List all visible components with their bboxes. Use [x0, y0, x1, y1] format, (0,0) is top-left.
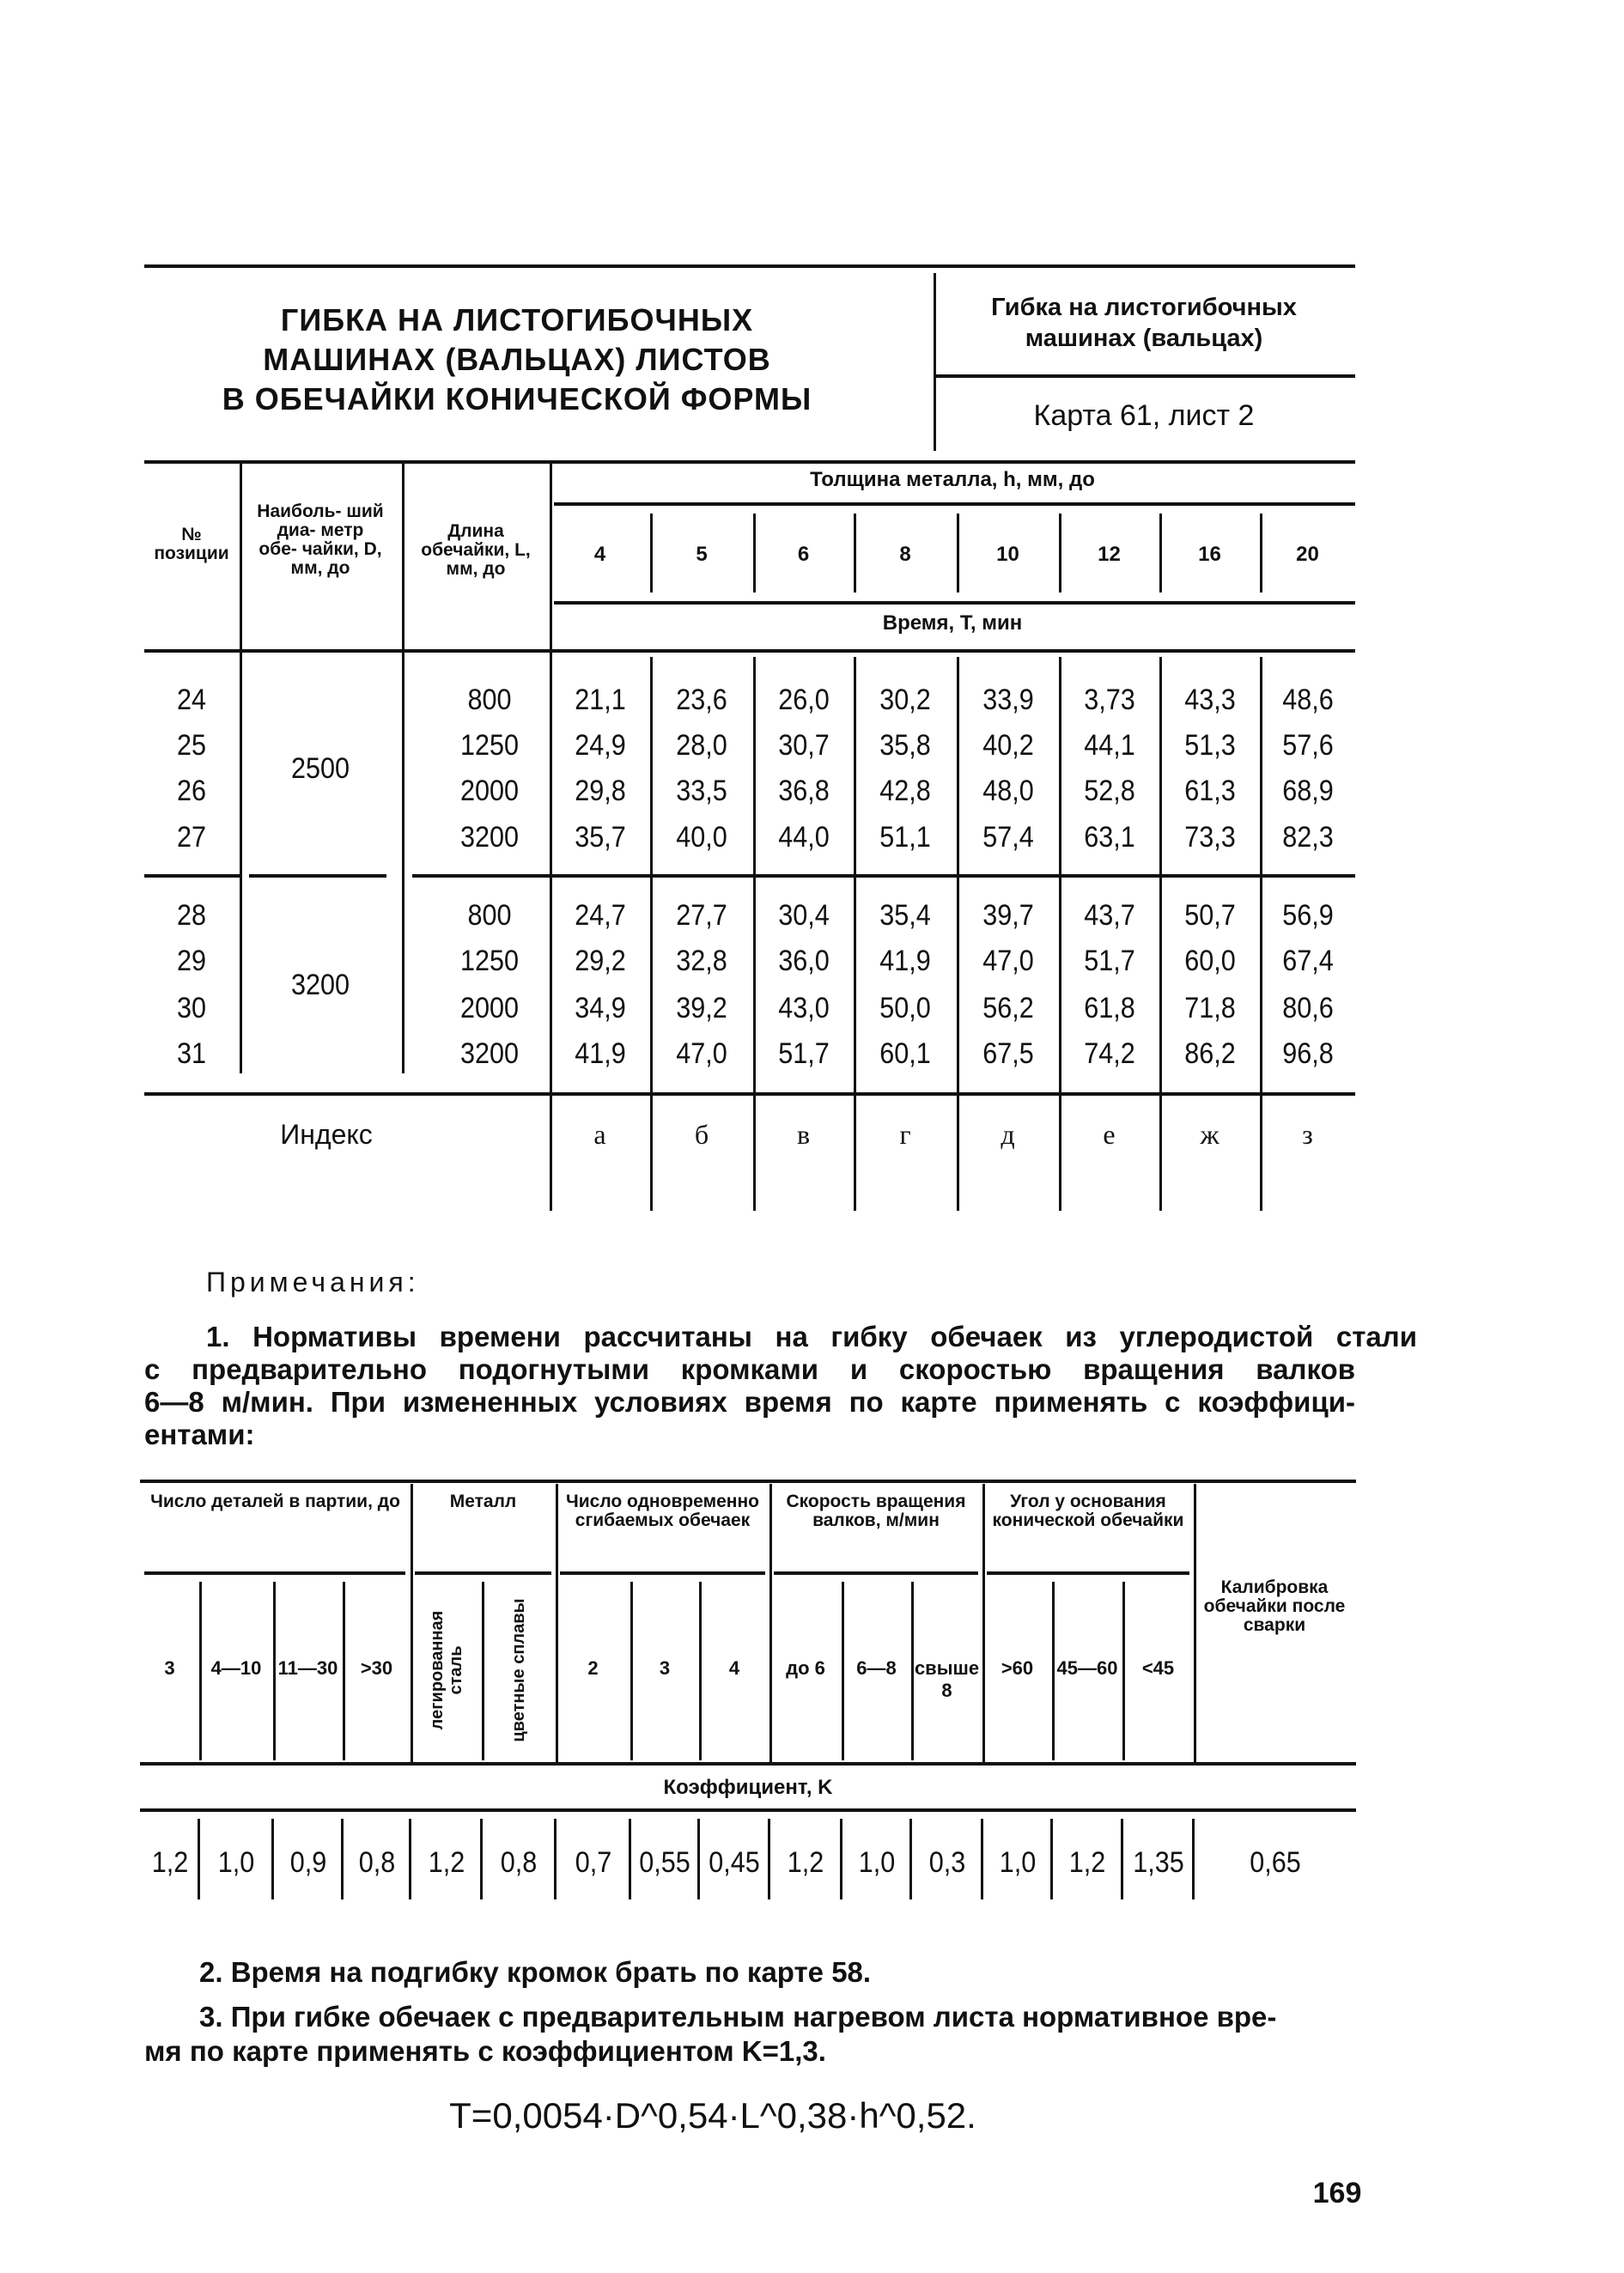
time-value: 60,1: [879, 1037, 931, 1070]
horizontal-rule: [140, 1480, 1356, 1483]
vertical-rule: [1260, 514, 1262, 593]
coef-subheader: 6—8: [856, 1657, 897, 1679]
coef-value: 1,2: [428, 1846, 465, 1879]
note-1-line: 1. Нормативы времени рассчитаны на гибку обечаек из углеродистой стали: [206, 1321, 1417, 1352]
position-number: 28: [176, 899, 207, 932]
vertical-rule: [650, 514, 653, 593]
index-letter: ж: [1200, 1119, 1220, 1150]
time-value: 47,0: [982, 945, 1034, 977]
header-diameter: Наиболь- ший диа- метр обе- чайки, D, мм, до: [257, 501, 384, 578]
time-value: 40,0: [676, 821, 727, 854]
horizontal-rule: [412, 874, 1355, 878]
note-1-line: 6—8 м/мин. При измененных условиях время по карте применять с коэффици-: [144, 1386, 1355, 1418]
coef-value: 1,2: [151, 1846, 188, 1879]
coef-group-header: Угол у основания конической обечайки: [992, 1492, 1184, 1530]
coef-value: 0,8: [500, 1846, 538, 1879]
horizontal-rule: [936, 374, 1355, 378]
vertical-rule: [697, 1819, 700, 1899]
time-value: 73,3: [1183, 821, 1236, 854]
coef-subheader: свыше 8: [914, 1657, 980, 1701]
time-value: 3,73: [1083, 684, 1135, 716]
header-thickness: Толщина металла, h, мм, до: [810, 468, 1095, 491]
vertical-rule: [1194, 1484, 1196, 1762]
time-value: 36,0: [777, 945, 830, 977]
coef-subheader: 3: [659, 1657, 671, 1679]
vertical-rule: [554, 1819, 557, 1899]
metal-subheader: цветные сплавы: [509, 1598, 528, 1742]
time-value: 33,5: [676, 775, 727, 807]
thickness-value: 20: [1296, 543, 1319, 566]
notes-heading: Примечания:: [206, 1267, 420, 1298]
length-value: 800: [467, 684, 512, 716]
time-value: 35,7: [574, 821, 626, 854]
horizontal-rule: [987, 1571, 1189, 1575]
time-value: 34,9: [574, 992, 626, 1024]
horizontal-rule: [554, 601, 1355, 605]
horizontal-rule: [144, 1092, 1355, 1096]
time-value: 27,7: [676, 899, 727, 932]
time-value: 30,7: [777, 729, 830, 762]
time-value: 51,1: [879, 821, 931, 854]
thickness-value: 5: [696, 543, 708, 566]
side-header-line: машинах (вальцах): [1025, 325, 1263, 352]
time-value: 96,8: [1281, 1037, 1334, 1070]
time-value: 39,7: [982, 899, 1034, 932]
vertical-rule: [271, 1819, 274, 1899]
title-line: В ОБЕЧАЙКИ КОНИЧЕСКОЙ ФОРМЫ: [222, 381, 812, 416]
time-value: 48,6: [1281, 684, 1334, 716]
time-value: 33,9: [982, 684, 1034, 716]
title-line: ГИБКА НА ЛИСТОГИБОЧНЫХ: [280, 302, 754, 337]
time-value: 61,3: [1183, 775, 1236, 807]
vertical-rule: [411, 1484, 413, 1762]
time-value: 35,4: [879, 899, 931, 932]
time-value: 63,1: [1083, 821, 1135, 854]
time-value: 44,0: [777, 821, 830, 854]
index-label: Индекс: [280, 1119, 373, 1150]
thickness-value: 10: [996, 543, 1019, 566]
time-value: 57,4: [982, 821, 1034, 854]
note-1-line: с предварительно подогнутыми кромками и скоростью вращения валков: [144, 1353, 1355, 1385]
vertical-rule: [198, 1819, 200, 1899]
vertical-rule: [1050, 1819, 1053, 1899]
horizontal-rule: [144, 264, 1355, 268]
horizontal-rule: [554, 502, 1355, 506]
time-value: 52,8: [1083, 775, 1135, 807]
coef-value: 1,0: [858, 1846, 895, 1879]
coef-subheader: 4: [728, 1657, 740, 1679]
vertical-rule: [768, 1819, 770, 1899]
coef-group-header: Число деталей в партии, до: [150, 1492, 400, 1511]
time-value: 42,8: [879, 775, 931, 807]
formula: T=0,0054·D^0,54·L^0,38·h^0,52.: [449, 2095, 976, 2136]
coef-header: Коэффициент, K: [663, 1776, 833, 1799]
vertical-rule: [753, 514, 756, 593]
position-number: 26: [176, 775, 207, 807]
coef-subheader: 45—60: [1056, 1657, 1118, 1679]
time-value: 24,7: [574, 899, 626, 932]
coef-value: 0,65: [1249, 1846, 1301, 1879]
vertical-rule: [753, 657, 756, 1211]
time-value: 41,9: [574, 1037, 626, 1070]
vertical-rule: [957, 657, 959, 1211]
vertical-rule: [629, 1819, 631, 1899]
time-value: 71,8: [1183, 992, 1236, 1024]
vertical-rule: [550, 464, 552, 1211]
title-line: МАШИНАХ (ВАЛЬЦАХ) ЛИСТОВ: [263, 342, 771, 377]
side-header-line: Гибка на листогибочных: [991, 294, 1297, 321]
length-value: 1250: [459, 945, 520, 977]
time-value: 30,2: [879, 684, 931, 716]
coef-subheader: 3: [164, 1657, 175, 1679]
coef-subheader: 2: [587, 1657, 599, 1679]
time-value: 67,4: [1281, 945, 1334, 977]
horizontal-rule: [140, 1808, 1356, 1812]
coef-subheader: <45: [1141, 1657, 1175, 1679]
thickness-value: 6: [797, 543, 810, 566]
time-value: 47,0: [676, 1037, 727, 1070]
diameter-value: 3200: [290, 968, 350, 1001]
time-value: 40,2: [982, 729, 1034, 762]
time-value: 67,5: [982, 1037, 1034, 1070]
vertical-rule: [1059, 657, 1061, 1211]
header-length: Длина обечайки, L, мм, до: [421, 521, 531, 579]
horizontal-rule: [144, 460, 1355, 464]
time-value: 61,8: [1083, 992, 1135, 1024]
time-value: 24,9: [574, 729, 626, 762]
time-value: 29,8: [574, 775, 626, 807]
time-value: 50,7: [1183, 899, 1236, 932]
coef-value: 1,2: [1068, 1846, 1106, 1879]
time-value: 74,2: [1083, 1037, 1135, 1070]
vertical-rule: [982, 1484, 985, 1762]
time-value: 30,4: [777, 899, 830, 932]
metal-subheader: легированная сталь: [427, 1610, 465, 1730]
index-letter: б: [694, 1119, 709, 1150]
vertical-rule: [556, 1484, 558, 1762]
vertical-rule: [482, 1582, 484, 1760]
index-letter: з: [1302, 1119, 1313, 1150]
coef-value: 0,9: [289, 1846, 326, 1879]
length-value: 2000: [459, 992, 520, 1024]
coef-value: 0,8: [358, 1846, 395, 1879]
horizontal-rule: [144, 649, 1355, 653]
diameter-value: 2500: [290, 751, 350, 785]
length-value: 800: [467, 899, 512, 932]
vertical-rule: [409, 1819, 411, 1899]
coef-group-header: Скорость вращения валков, м/мин: [786, 1492, 966, 1530]
time-value: 82,3: [1281, 821, 1334, 854]
coef-group-header: Металл: [449, 1492, 517, 1511]
position-number: 31: [176, 1037, 207, 1070]
coef-value: 0,45: [709, 1846, 760, 1879]
length-value: 3200: [459, 821, 520, 854]
header-position: № позиции: [154, 525, 229, 563]
position-number: 30: [176, 992, 207, 1024]
time-value: 26,0: [777, 684, 830, 716]
time-value: 32,8: [676, 945, 727, 977]
time-value: 56,9: [1281, 899, 1334, 932]
time-value: 86,2: [1183, 1037, 1236, 1070]
time-value: 50,0: [879, 992, 931, 1024]
time-value: 44,1: [1083, 729, 1135, 762]
horizontal-rule: [774, 1571, 978, 1575]
vertical-rule: [854, 514, 856, 593]
coef-subheader: до 6: [786, 1657, 825, 1679]
time-value: 68,9: [1281, 775, 1334, 807]
coef-value: 0,55: [639, 1846, 690, 1879]
thickness-value: 4: [593, 543, 606, 566]
vertical-rule: [854, 657, 856, 1211]
card-number: Карта 61, лист 2: [1033, 399, 1255, 432]
time-value: 48,0: [982, 775, 1034, 807]
position-number: 25: [176, 729, 207, 762]
index-letter: в: [796, 1119, 811, 1150]
vertical-rule: [1159, 514, 1162, 593]
vertical-rule: [240, 464, 242, 1073]
time-value: 60,0: [1183, 945, 1236, 977]
vertical-rule: [1260, 657, 1262, 1211]
time-value: 43,0: [777, 992, 830, 1024]
vertical-rule: [934, 273, 936, 451]
time-value: 36,8: [777, 775, 830, 807]
coef-group-header: Калибровка обечайки после сварки: [1203, 1577, 1346, 1635]
coef-value: 1,0: [999, 1846, 1036, 1879]
vertical-rule: [1059, 514, 1061, 593]
horizontal-rule: [144, 874, 240, 878]
horizontal-rule: [560, 1571, 765, 1575]
length-value: 2000: [459, 775, 520, 807]
time-value: 23,6: [676, 684, 727, 716]
length-value: 1250: [459, 729, 520, 762]
position-number: 29: [176, 945, 207, 977]
time-value: 57,6: [1281, 729, 1334, 762]
vertical-rule: [480, 1819, 483, 1899]
time-value: 56,2: [982, 992, 1034, 1024]
header-time: Время, T, мин: [882, 611, 1023, 635]
vertical-rule: [341, 1819, 344, 1899]
coef-subheader: >30: [360, 1657, 393, 1679]
vertical-rule: [650, 657, 653, 1211]
time-value: 29,2: [574, 945, 626, 977]
vertical-rule: [1192, 1819, 1195, 1899]
time-value: 39,2: [676, 992, 727, 1024]
time-value: 43,7: [1083, 899, 1135, 932]
time-value: 80,6: [1281, 992, 1334, 1024]
index-letter: д: [1001, 1119, 1015, 1150]
length-value: 3200: [459, 1037, 520, 1070]
coef-value: 1,2: [787, 1846, 824, 1879]
thickness-value: 16: [1198, 543, 1221, 566]
vertical-rule: [957, 514, 959, 593]
time-value: 28,0: [676, 729, 727, 762]
vertical-rule: [1121, 1819, 1123, 1899]
horizontal-rule: [140, 1762, 1356, 1766]
vertical-rule: [769, 1484, 772, 1762]
coef-value: 0,3: [928, 1846, 965, 1879]
coef-subheader: 11—30: [277, 1657, 338, 1679]
coef-value: 0,7: [575, 1846, 611, 1879]
note-2: 2. Время на подгибку кромок брать по карте 58.: [199, 1956, 872, 1988]
page-number: 169: [1312, 2177, 1362, 2209]
coef-subheader: 4—10: [210, 1657, 262, 1679]
index-letter: е: [1103, 1119, 1116, 1150]
note-3-line: 3. При гибке обечаек с предварительным нагревом листа нормативное вре-: [199, 2001, 1277, 2033]
time-value: 51,7: [777, 1037, 830, 1070]
time-value: 51,7: [1083, 945, 1135, 977]
thickness-value: 12: [1098, 543, 1121, 566]
coef-subheader: >60: [1001, 1657, 1034, 1679]
coef-group-header: Число одновременно сгибаемых обечаек: [565, 1492, 759, 1530]
vertical-rule: [909, 1819, 912, 1899]
position-number: 24: [176, 684, 207, 716]
time-value: 51,3: [1183, 729, 1236, 762]
index-letter: а: [593, 1119, 606, 1150]
horizontal-rule: [249, 874, 386, 878]
vertical-rule: [840, 1819, 842, 1899]
time-value: 21,1: [574, 684, 626, 716]
coef-value: 1,0: [217, 1846, 255, 1879]
note-3-line: мя по карте применять с коэффициентом K=1,3.: [144, 2035, 826, 2067]
time-value: 41,9: [879, 945, 931, 977]
position-number: 27: [176, 821, 207, 854]
note-1-line: ентами:: [144, 1419, 255, 1450]
vertical-rule: [402, 464, 404, 1073]
horizontal-rule: [144, 1571, 405, 1575]
time-value: 43,3: [1183, 684, 1236, 716]
horizontal-rule: [415, 1571, 551, 1575]
vertical-rule: [981, 1819, 983, 1899]
thickness-value: 8: [899, 543, 911, 566]
vertical-rule: [1159, 657, 1162, 1211]
index-letter: г: [899, 1119, 911, 1150]
time-value: 35,8: [879, 729, 931, 762]
coef-value: 1,35: [1132, 1846, 1184, 1879]
